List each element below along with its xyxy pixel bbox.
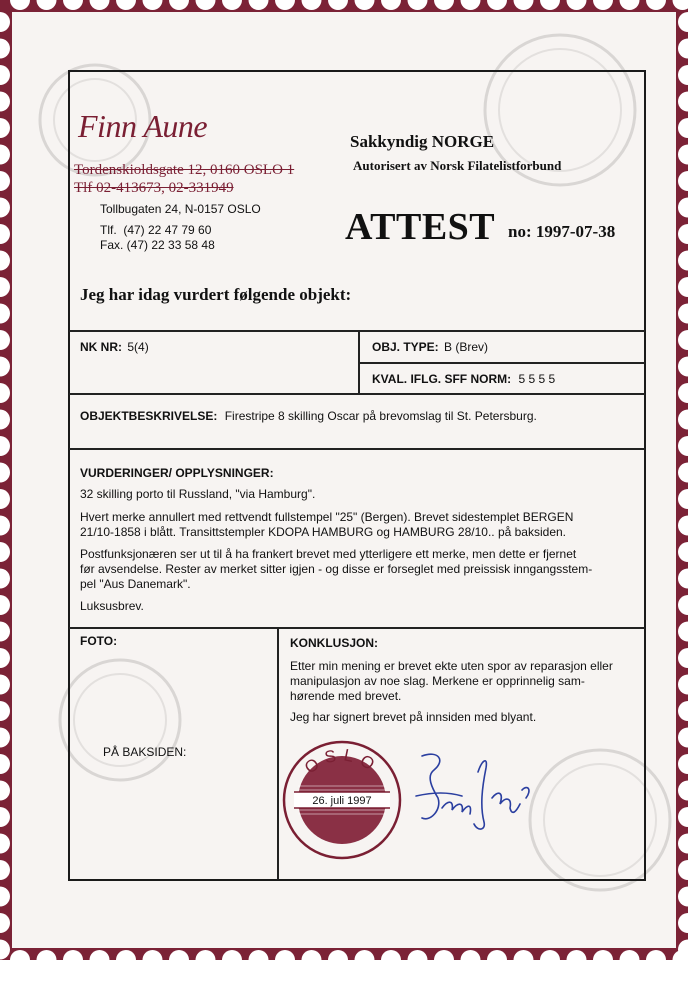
phone: Tlf. (47) 22 47 79 60 xyxy=(100,223,212,237)
divider xyxy=(69,627,645,629)
fax: Fax. (47) 22 33 58 48 xyxy=(100,238,215,252)
seal-city: OSLO xyxy=(301,745,383,778)
objtype-label: OBJ. TYPE: xyxy=(372,340,439,354)
description-text: Firestripe 8 skilling Oscar på brevomslag til St. Petersburg. xyxy=(224,409,537,423)
divider xyxy=(69,393,645,395)
nk-label: NK NR: xyxy=(80,340,122,354)
address: Tollbugaten 24, N-0157 OSLO xyxy=(100,202,261,216)
nk-value: 5(4) xyxy=(127,340,149,354)
authority-subtitle: Autorisert av Norsk Filatelistforbund xyxy=(353,158,562,173)
signature xyxy=(408,748,538,838)
attest-number: no: 1997-07-38 xyxy=(508,222,616,241)
assessment-p4: Luksusbrev. xyxy=(80,599,144,613)
objtype-field xyxy=(372,340,488,354)
seal-date: 26. juli 1997 xyxy=(312,795,372,807)
old-phone: Tlf 02-413673, 02-331949 xyxy=(74,180,234,196)
assessment-p3-line1: Postfunksjonæren ser ut til å ha frankert brevet med ytterligere ett merke, men dette er fjernet xyxy=(80,547,577,561)
assessment-p2-line1: Hvert merke annullert med rettvendt fullstempel "25" (Bergen). Brevet sidestemplet BERGEN xyxy=(80,510,574,524)
foto-backside: PÅ BAKSIDEN: xyxy=(103,745,187,759)
divider xyxy=(69,448,645,450)
divider xyxy=(277,628,279,880)
assessment-p1: 32 skilling porto til Russland, "via Hamburg". xyxy=(80,487,316,501)
conclusion-line1: Etter min mening er brevet ekte uten spor av reparasjon eller xyxy=(290,659,613,673)
assessment-p2-line2: 21/10-1858 i blått. Transittstempler KDOPA HAMBURG og HAMBURG 28/10.. på baksiden. xyxy=(80,525,566,539)
old-address: Tordenskioldsgate 12, 0160 OSLO 1 xyxy=(74,162,295,178)
kval-value: 5 5 5 5 xyxy=(518,372,556,386)
divider xyxy=(359,362,645,364)
kval-label: KVAL. IFLG. SFF NORM: xyxy=(372,372,512,386)
nk-field xyxy=(80,340,149,354)
assessment-p3-line3: pel "Aus Danemark". xyxy=(80,577,191,591)
divider xyxy=(69,330,645,332)
conclusion-label: KONKLUSJON: xyxy=(290,636,379,650)
conclusion-line3: hørende med brevet. xyxy=(290,689,402,703)
conclusion-line2: manipulasjon av noe slag. Merkene er opprinnelig sam- xyxy=(290,674,585,688)
intro-text: Jeg har idag vurdert følgende objekt: xyxy=(80,285,352,304)
oslo-seal xyxy=(280,738,404,862)
description-row xyxy=(80,409,537,423)
assessment-p3-line2: før avsendelse. Rester av merket sitter igjen - og disse er forseglet med preissisk inngangsstem- xyxy=(80,562,593,576)
logo-finn-aune: Finn Aune xyxy=(78,108,208,144)
authority-title: Sakkyndig NORGE xyxy=(350,132,495,151)
assessment-label: VURDERINGER/ OPPLYSNINGER: xyxy=(80,466,274,480)
conclusion-line4: Jeg har signert brevet på innsiden med blyant. xyxy=(290,710,537,724)
kval-field xyxy=(372,372,555,386)
attest-title: ATTEST xyxy=(345,206,496,248)
foto-label: FOTO: xyxy=(80,634,118,648)
description-label: OBJEKTBESKRIVELSE: xyxy=(80,409,218,423)
objtype-value: B (Brev) xyxy=(444,340,489,354)
